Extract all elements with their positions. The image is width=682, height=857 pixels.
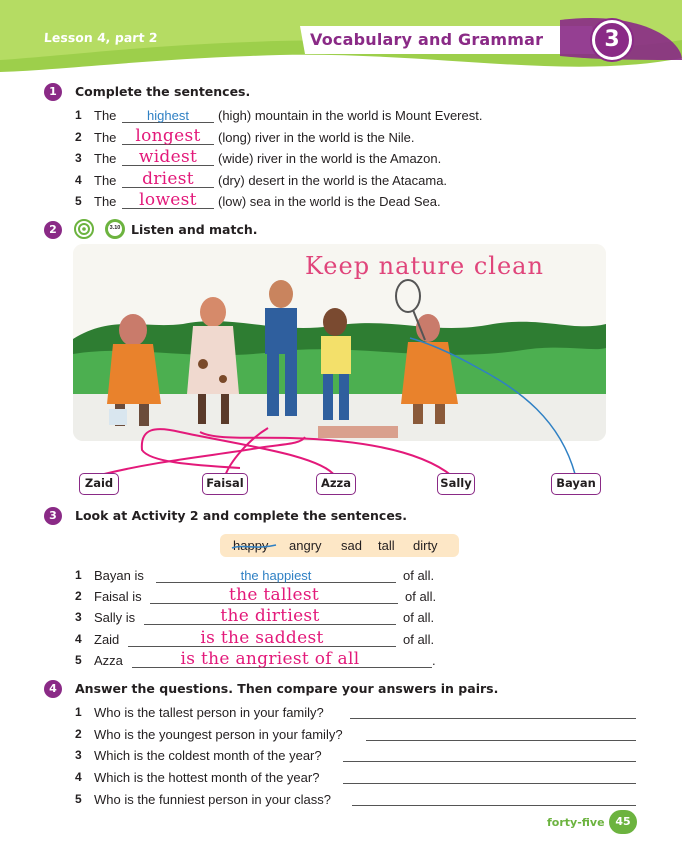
answer-line[interactable] [366, 727, 636, 741]
name-box-sally[interactable]: Sally [437, 473, 475, 495]
item-number: 2 [75, 589, 82, 603]
page-number-words: forty-five [547, 816, 605, 829]
sentence-subject: Azza [94, 653, 123, 668]
question-text: Who is the funniest person in your class? [94, 792, 332, 807]
item-number: 3 [75, 151, 82, 165]
activity-instruction: Look at Activity 2 and complete the sentences. [75, 508, 407, 523]
sentence-end: of all. [405, 589, 437, 604]
sentence-start: The [94, 108, 117, 123]
item-number: 4 [75, 173, 82, 187]
sentence-end: of all. [403, 632, 435, 647]
listening-target-icon [75, 220, 93, 238]
item-number: 3 [75, 748, 82, 762]
answer-line[interactable] [352, 792, 636, 806]
item-number: 2 [75, 130, 82, 144]
handwritten-answer: the tallest [228, 585, 319, 605]
item-number: 5 [75, 194, 82, 208]
item-number: 1 [75, 108, 82, 122]
sentence-end: (high) mountain in the world is Mount Everest. [218, 108, 483, 123]
sentence-start: The [94, 173, 117, 188]
item-number: 4 [75, 770, 82, 784]
sentence-end: of all. [403, 610, 435, 625]
sentence-end: (dry) desert in the world is the Atacama. [218, 173, 448, 188]
sentence-end: (long) river in the world is the Nile. [218, 130, 415, 145]
audio-track-number: 3.10 [109, 225, 121, 231]
sentence-start: The [94, 151, 117, 166]
picture-caption: Keep nature clean [305, 252, 544, 280]
activity-instruction: Complete the sentences. [75, 84, 251, 99]
item-number: 1 [75, 705, 82, 719]
handwritten-answer: highest [147, 108, 189, 123]
answer-line[interactable] [343, 748, 636, 762]
item-number: 5 [75, 653, 82, 667]
question-text: Which is the hottest month of the year? [94, 770, 320, 785]
name-box-faisal[interactable]: Faisal [202, 473, 248, 495]
handwritten-answer: is the angriest of all [180, 649, 360, 669]
item-number: 1 [75, 568, 82, 582]
item-number: 5 [75, 792, 82, 806]
word-bank-item: angry [289, 538, 322, 553]
handwritten-answer: longest [135, 126, 201, 146]
sentence-subject: Sally is [94, 610, 136, 625]
lesson-label: Lesson 4, part 2 [43, 30, 159, 45]
sentence-end: . [432, 653, 436, 668]
sentence-subject: Faisal is [94, 589, 142, 604]
sentence-end: (low) sea in the world is the Dead Sea. [218, 194, 441, 209]
activity-number-badge: 3 [44, 507, 62, 525]
illustration-picture [73, 244, 606, 441]
sentence-start: The [94, 130, 117, 145]
answer-line[interactable] [343, 770, 636, 784]
question-text: Who is the youngest person in your family? [94, 727, 343, 742]
activity-number-badge: 1 [44, 83, 62, 101]
handwritten-answer: lowest [139, 190, 197, 210]
strike-through-mark [230, 538, 278, 554]
handwritten-answer: the happiest [240, 568, 312, 583]
section-title: Vocabulary and Grammar [310, 30, 544, 49]
activity-number-badge: 2 [44, 221, 62, 239]
question-text: Which is the coldest month of the year? [94, 748, 322, 763]
sentence-start: The [94, 194, 117, 209]
item-number: 4 [75, 632, 82, 646]
handwritten-answer: is the saddest [200, 628, 324, 648]
activity-instruction: Listen and match. [131, 222, 258, 237]
handwritten-answer: widest [138, 147, 198, 167]
page-header [0, 0, 682, 80]
activity-instruction: Answer the questions. Then compare your answers in pairs. [75, 681, 499, 696]
question-text: Who is the tallest person in your family? [94, 705, 324, 720]
word-bank-item: dirty [413, 538, 438, 553]
handwritten-answer: the dirtiest [220, 606, 320, 626]
unit-number-badge: 3 [592, 20, 632, 60]
answer-line[interactable] [350, 705, 636, 719]
word-bank-item: tall [378, 538, 395, 553]
sentence-end: (wide) river in the world is the Amazon. [218, 151, 442, 166]
activity-number-badge: 4 [44, 680, 62, 698]
name-box-azza[interactable]: Azza [316, 473, 356, 495]
handwritten-answer: driest [142, 169, 194, 189]
page-number-badge: 45 [609, 810, 637, 834]
match-line-zaid [100, 437, 305, 475]
name-box-bayan[interactable]: Bayan [551, 473, 601, 495]
sentence-subject: Bayan is [94, 568, 144, 583]
word-bank [220, 534, 459, 557]
word-bank-item: happy [233, 538, 269, 553]
name-box-zaid[interactable]: Zaid [79, 473, 119, 495]
word-bank-item: sad [341, 538, 362, 553]
sentence-subject: Zaid [94, 632, 120, 647]
sentence-end: of all. [403, 568, 435, 583]
item-number: 2 [75, 727, 82, 741]
item-number: 3 [75, 610, 82, 624]
